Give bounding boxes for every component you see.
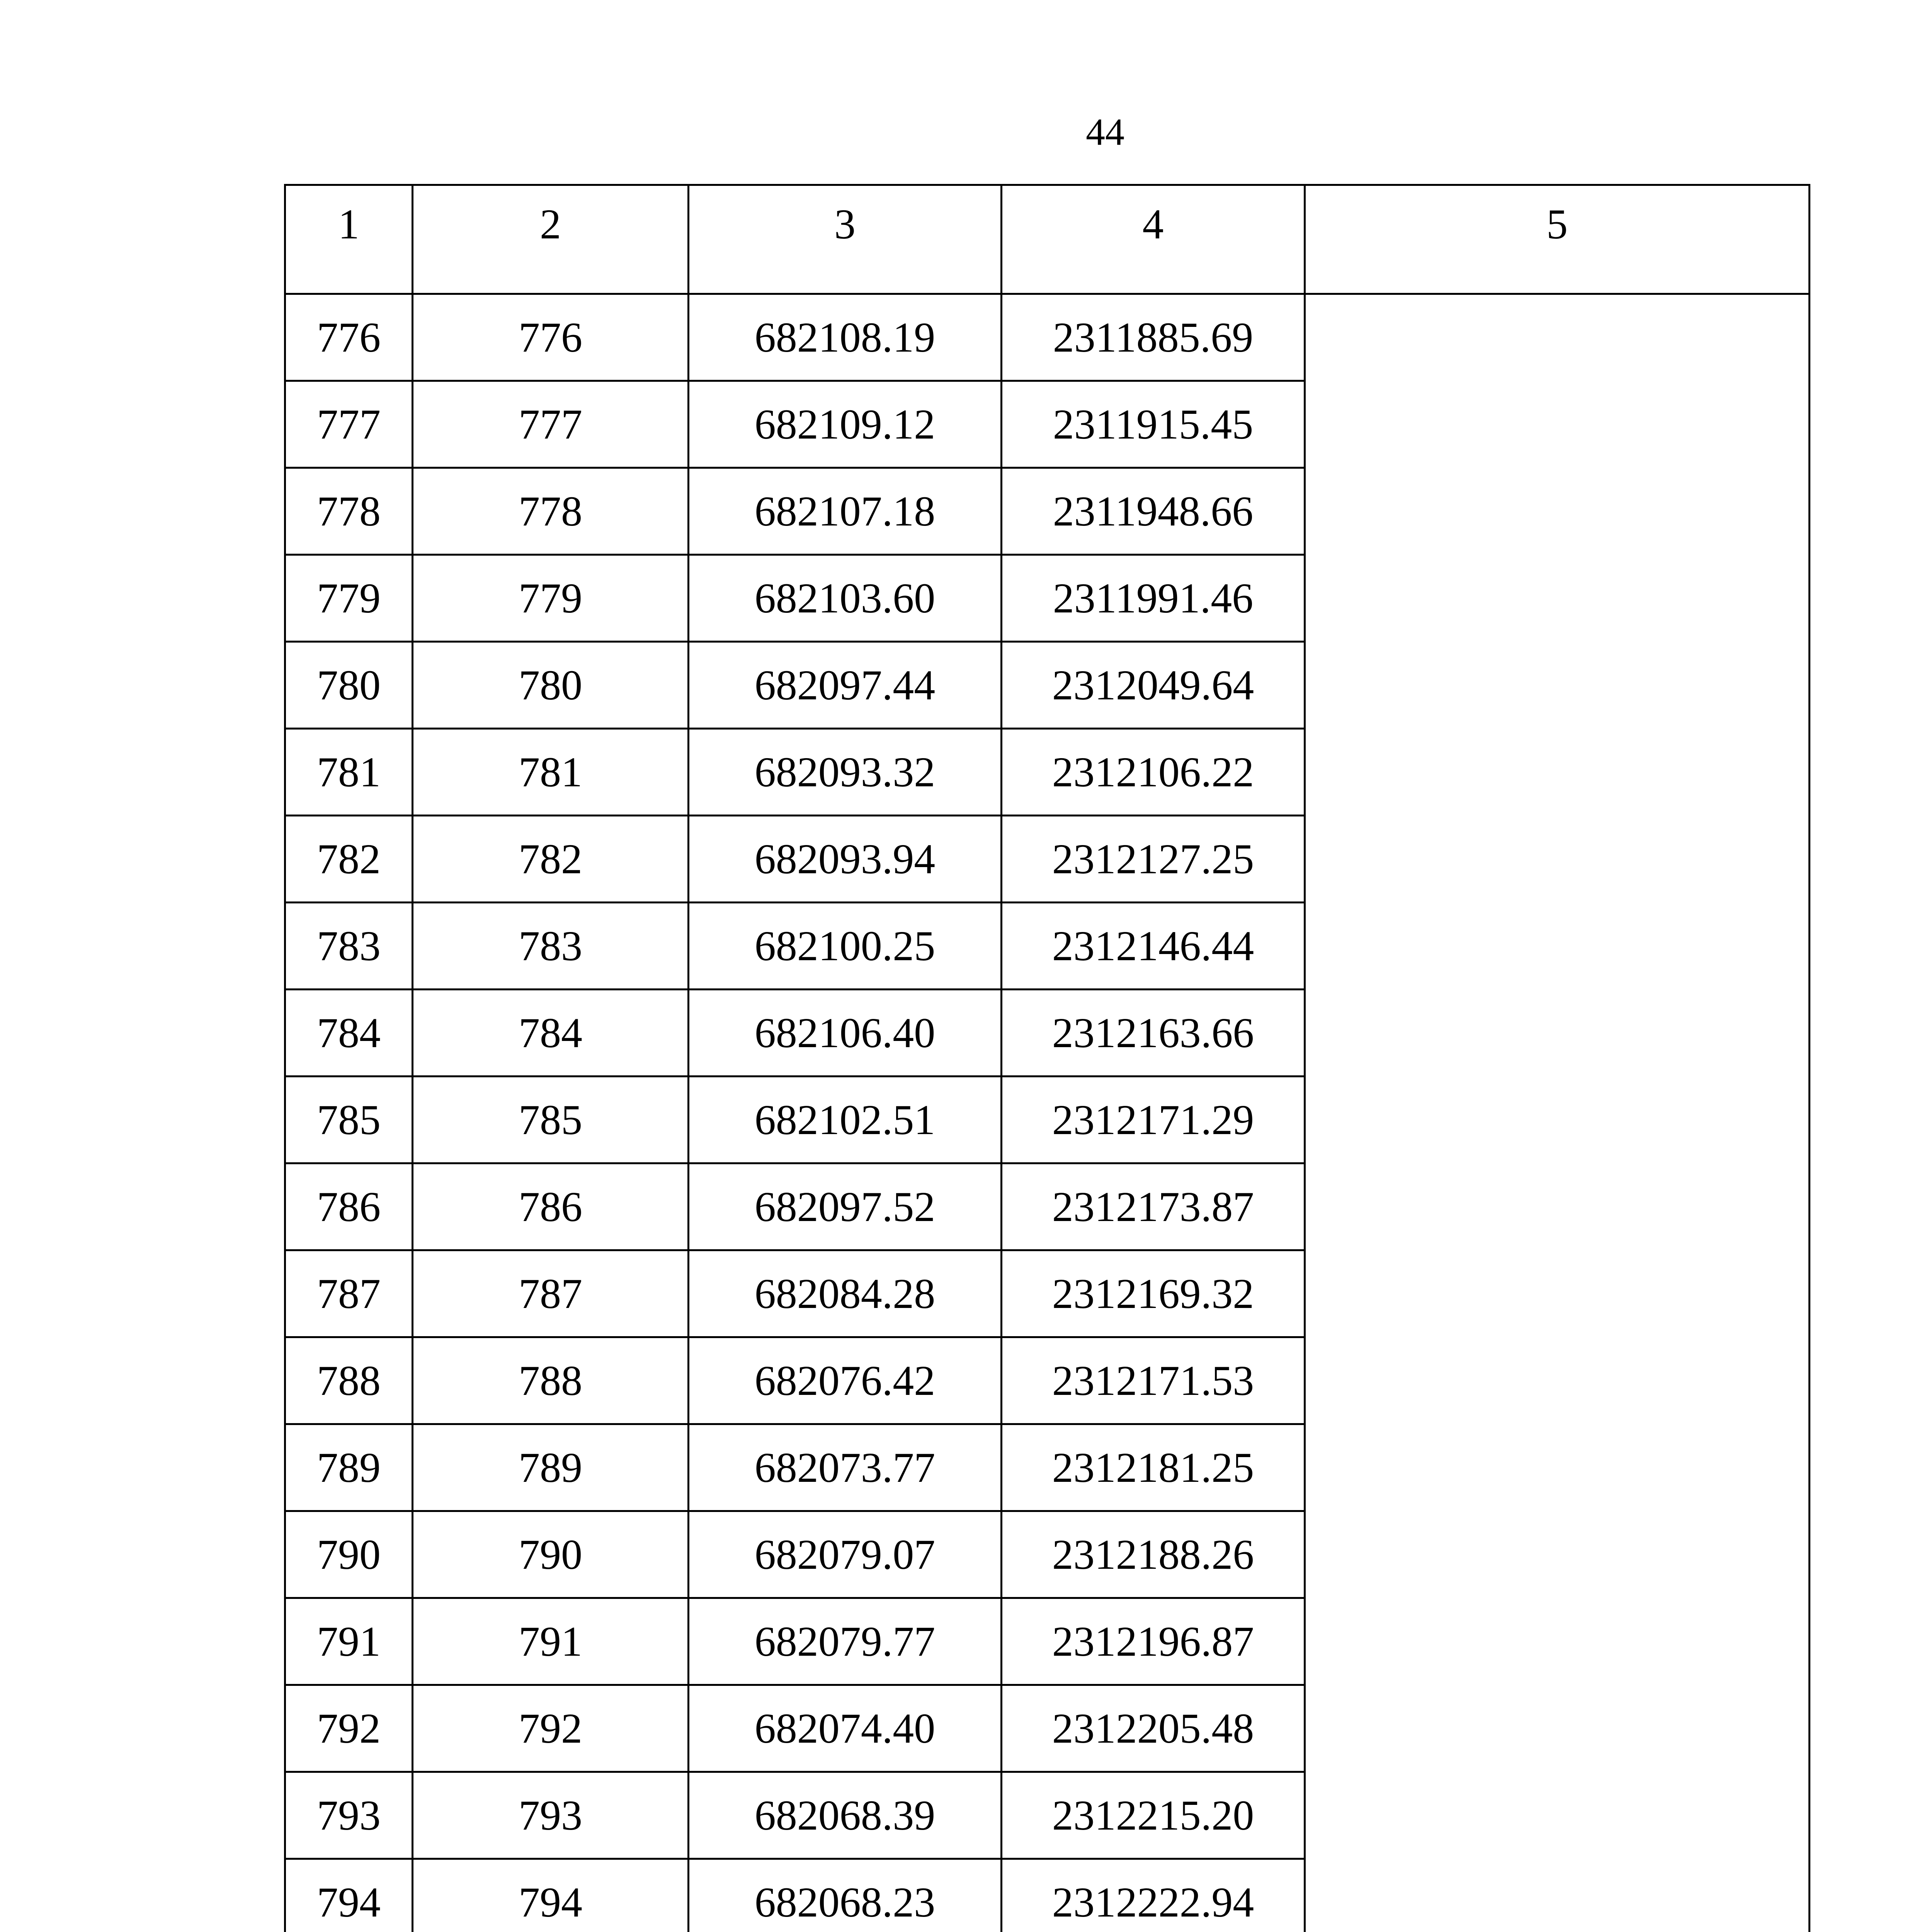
point-number-cell: 782 [285, 816, 413, 903]
column-header-1: 1 [285, 185, 413, 294]
point-label-cell: 793 [413, 1772, 689, 1859]
column-header-2: 2 [413, 185, 689, 294]
coordinate-y-cell: 2312146.44 [1002, 903, 1305, 990]
header-row [285, 185, 1810, 294]
point-label-cell: 789 [413, 1424, 689, 1511]
point-number-cell: 790 [285, 1511, 413, 1598]
coordinates-table [284, 184, 1810, 1932]
point-label-cell: 791 [413, 1598, 689, 1685]
coordinate-y-cell: 2312181.25 [1002, 1424, 1305, 1511]
point-label-cell: 794 [413, 1859, 689, 1932]
coordinate-x-cell: 682100.25 [689, 903, 1002, 990]
coordinate-x-cell: 682073.77 [689, 1424, 1002, 1511]
coordinate-x-cell: 682068.39 [689, 1772, 1002, 1859]
point-number-cell: 794 [285, 1859, 413, 1932]
coordinate-y-cell: 2312173.87 [1002, 1163, 1305, 1250]
point-label-cell: 785 [413, 1077, 689, 1163]
point-number-cell: 789 [285, 1424, 413, 1511]
coordinate-x-cell: 682093.32 [689, 729, 1002, 816]
coordinate-y-cell: 2312205.48 [1002, 1685, 1305, 1772]
coordinate-y-cell: 2312222.94 [1002, 1859, 1305, 1932]
point-label-cell: 779 [413, 555, 689, 642]
coordinate-x-cell: 682097.44 [689, 642, 1002, 729]
point-number-cell: 783 [285, 903, 413, 990]
coordinate-x-cell: 682097.52 [689, 1163, 1002, 1250]
point-number-cell: 786 [285, 1163, 413, 1250]
coordinate-y-cell: 2312171.29 [1002, 1077, 1305, 1163]
coordinate-y-cell: 2312049.64 [1002, 642, 1305, 729]
coordinate-y-cell: 2311915.45 [1002, 381, 1305, 468]
coordinate-y-cell: 2312196.87 [1002, 1598, 1305, 1685]
coordinate-y-cell: 2312106.22 [1002, 729, 1305, 816]
coordinate-y-cell: 2312169.32 [1002, 1250, 1305, 1337]
remarks-cell [1305, 294, 1810, 1932]
column-header-4: 4 [1002, 185, 1305, 294]
point-label-cell: 787 [413, 1250, 689, 1337]
coordinate-x-cell: 682103.60 [689, 555, 1002, 642]
point-label-cell: 786 [413, 1163, 689, 1250]
point-number-cell: 780 [285, 642, 413, 729]
coordinate-x-cell: 682106.40 [689, 990, 1002, 1077]
point-label-cell: 788 [413, 1337, 689, 1424]
coordinate-x-cell: 682079.07 [689, 1511, 1002, 1598]
coordinate-x-cell: 682109.12 [689, 381, 1002, 468]
point-number-cell: 777 [285, 381, 413, 468]
coordinate-x-cell: 682107.18 [689, 468, 1002, 555]
coordinate-y-cell: 2311991.46 [1002, 555, 1305, 642]
coordinate-y-cell: 2312215.20 [1002, 1772, 1305, 1859]
coordinate-y-cell: 2311948.66 [1002, 468, 1305, 555]
column-header-3: 3 [689, 185, 1002, 294]
coordinate-y-cell: 2312163.66 [1002, 990, 1305, 1077]
coordinate-x-cell: 682084.28 [689, 1250, 1002, 1337]
point-label-cell: 776 [413, 294, 689, 381]
coordinate-y-cell: 2312188.26 [1002, 1511, 1305, 1598]
coordinate-y-cell: 2312171.53 [1002, 1337, 1305, 1424]
point-label-cell: 792 [413, 1685, 689, 1772]
point-label-cell: 782 [413, 816, 689, 903]
point-label-cell: 783 [413, 903, 689, 990]
coordinate-x-cell: 682074.40 [689, 1685, 1002, 1772]
page-number: 44 [1086, 111, 1124, 153]
coordinate-y-cell: 2311885.69 [1002, 294, 1305, 381]
table-row [285, 294, 1810, 381]
point-label-cell: 784 [413, 990, 689, 1077]
coordinate-x-cell: 682093.94 [689, 816, 1002, 903]
coordinate-x-cell: 682079.77 [689, 1598, 1002, 1685]
point-number-cell: 784 [285, 990, 413, 1077]
coordinate-x-cell: 682068.23 [689, 1859, 1002, 1932]
point-number-cell: 781 [285, 729, 413, 816]
coordinate-x-cell: 682076.42 [689, 1337, 1002, 1424]
point-number-cell: 793 [285, 1772, 413, 1859]
point-number-cell: 779 [285, 555, 413, 642]
point-number-cell: 778 [285, 468, 413, 555]
table-body [285, 294, 1810, 1932]
point-label-cell: 781 [413, 729, 689, 816]
point-label-cell: 778 [413, 468, 689, 555]
coordinate-x-cell: 682102.51 [689, 1077, 1002, 1163]
column-header-5: 5 [1305, 185, 1810, 294]
coordinate-y-cell: 2312127.25 [1002, 816, 1305, 903]
point-number-cell: 776 [285, 294, 413, 381]
point-number-cell: 791 [285, 1598, 413, 1685]
point-number-cell: 787 [285, 1250, 413, 1337]
point-number-cell: 785 [285, 1077, 413, 1163]
point-label-cell: 777 [413, 381, 689, 468]
point-label-cell: 790 [413, 1511, 689, 1598]
point-number-cell: 792 [285, 1685, 413, 1772]
point-number-cell: 788 [285, 1337, 413, 1424]
coordinate-x-cell: 682108.19 [689, 294, 1002, 381]
point-label-cell: 780 [413, 642, 689, 729]
